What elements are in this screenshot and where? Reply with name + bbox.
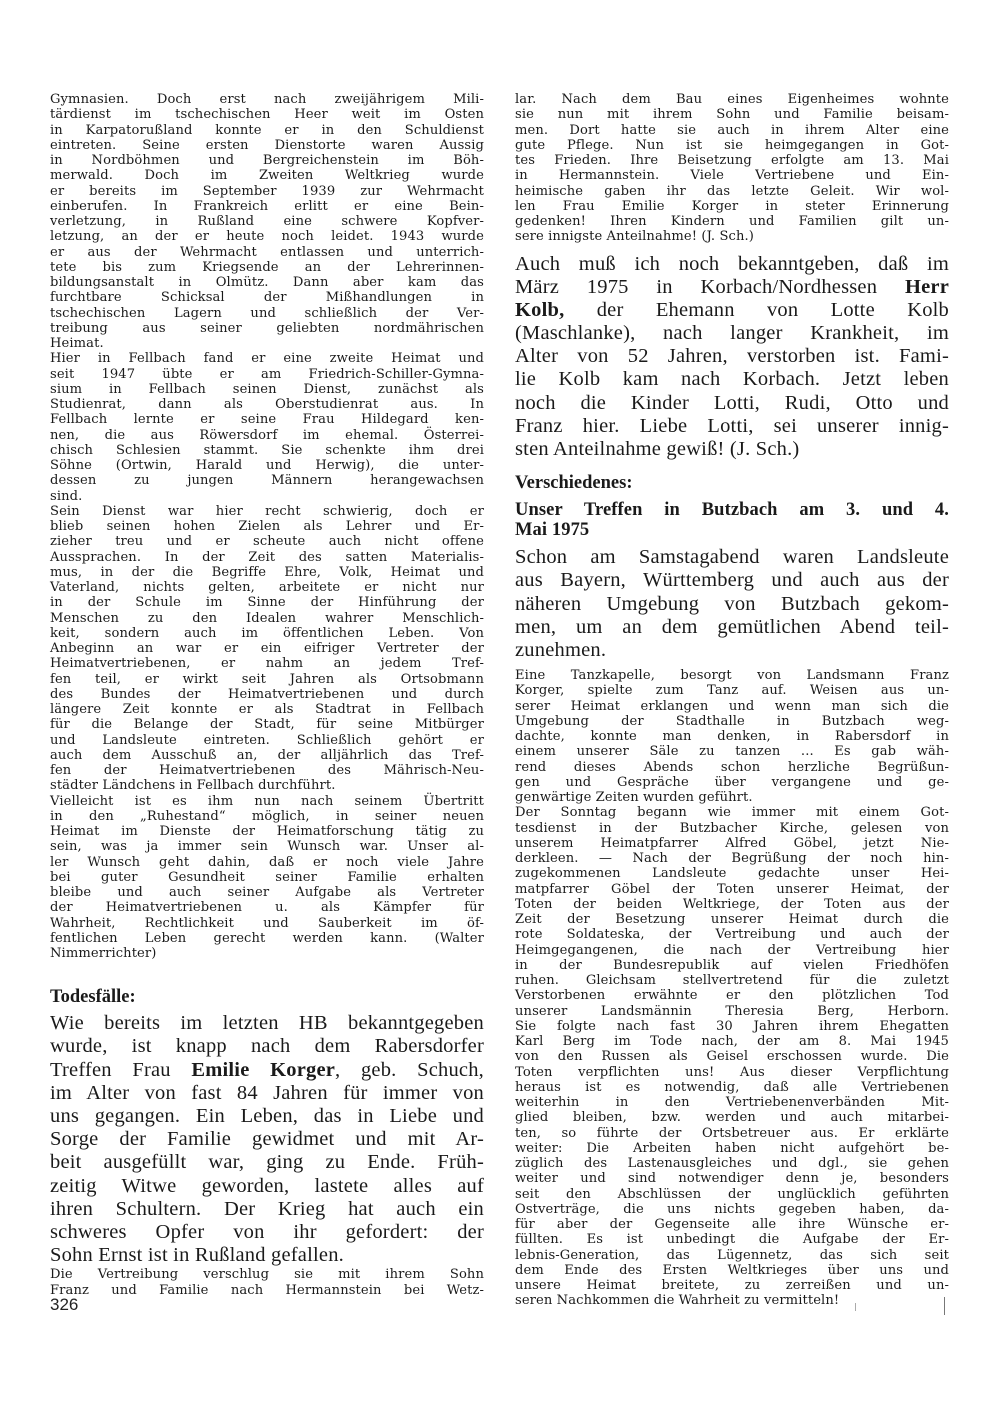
section-heading-miscellaneous: Verschiedenes: (515, 473, 633, 494)
text-line: len Frau Emilie Korger in steter Erinnerung (515, 198, 949, 214)
text-line: Verstorbenen erwähnte er den plötzlichen Tod (515, 988, 949, 1004)
text-line: derkleen. — Nach der Begrüßung der noch hin- (515, 851, 949, 867)
text-line: städter Ländchens in Fellbach durchführt. (50, 778, 336, 794)
text-line: sium in Fellbach seinen Dienst, zunächst als (50, 381, 484, 397)
biography-article (50, 92, 484, 961)
text-line: Mai 1975 (515, 520, 590, 541)
text-line: Nimmerrichter) (50, 946, 157, 961)
text-line: fen der Heimatvertriebenen des Mährisch-Neu- (50, 763, 484, 778)
text-line: Gymnasien. Doch erst nach zweijährigem Mili- (50, 92, 484, 107)
meeting-report-text (515, 668, 949, 1309)
text-line: bei guter Gesundheit seiner Familie erhalten (50, 869, 484, 885)
text-line: Ostverträge, die uns nichts gegeben haben, da- (515, 1201, 949, 1217)
text-line: dessen zu jungen Männern herangewachsen (50, 473, 484, 489)
text-line: in Nordböhmen und Bergreichenstein im Böh- (50, 153, 484, 168)
text-line: näheren Umgebung von Butzbach gekom- (515, 592, 949, 615)
text-line: Sohn Ernst ist in Rußland gefallen. (50, 1244, 344, 1267)
text-line: rote Soldateska, der Vertreibung und auch der (515, 927, 949, 943)
text-line: seit 1947 übte er am Friedrich-Schiller-Gymna- (50, 366, 484, 382)
text-line: tete bis zum Kriegsende an der Lehrerinnen- (50, 259, 484, 275)
text-line: Unser Treffen in Butzbach am 3. und 4. (515, 500, 949, 521)
meeting-intro-large-text (515, 546, 949, 662)
text-line: uns gegangen. Ein Leben, das in Liebe und (50, 1105, 484, 1127)
text-line: Alter von 52 Jahren, verstorben ist. Fami- (515, 345, 949, 368)
text-line: zieher treu und er scheute auch nicht offene (50, 534, 484, 550)
text-line: in Hermannstein. Viele Vertriebene und Ein- (515, 168, 949, 184)
text-line: Hier in Fellbach fand er eine zweite Heimat und (50, 351, 484, 367)
text-line: gute Pflege. Nun ist sie heimgegangen in Got- (515, 137, 949, 153)
text-line: März 1975 in Korbach/Nordhessen Herr (515, 275, 949, 298)
text-line: Wie bereits im letzten HB bekanntgegeben (50, 1012, 484, 1035)
text-line: eintreten. Seine ersten Dienstorte waren Aussig (50, 137, 484, 153)
text-line: lar. Nach dem Bau eines Eigenheimes wohnte (515, 92, 949, 107)
text-line: züglich des Lastenausgleiches und dgl., sie gehen (515, 1156, 949, 1172)
text-line: Toten der beiden Weltkriege, der Toten aus der (515, 896, 949, 912)
text-line: seren Nachkommen die Wahrheit zu vermitteln! (515, 1293, 840, 1309)
text-line: aus Bayern, Württemberg und auch aus der (515, 569, 949, 592)
text-line: tärdienst im tschechischen Heer weit im Osten (50, 107, 484, 123)
text-line: zugekommenen Landsleute gedachte unser Hei- (515, 866, 949, 882)
text-line: beit ausgefüllt war, ging zu Ende. Früh- (50, 1151, 484, 1174)
text-line: Auch muß ich noch bekanntgeben, daß im (515, 252, 949, 275)
text-line: unsere Heimat breitete, zu zerreißen und un- (515, 1278, 949, 1294)
text-line: ten, so führte der Ortsbetreuer aus. Er erklärte (515, 1125, 949, 1141)
text-line: fen teil, er wirkt seit Jahren als Ortsobmann (50, 671, 484, 687)
text-line: sie nun mit ihrem Sohn und Familie beisam- (515, 107, 949, 123)
text-line: noch die Kinder Lotti, Rudi, Otto und (515, 391, 949, 414)
text-line: serer Heimat erklangen und wenn man sich die (515, 698, 949, 714)
text-line: auch dem Ausschuß an, der alljährlich das Tref- (50, 747, 484, 763)
text-line: einem unserer Säle zu tanzen ... Es gab wäh- (515, 744, 949, 760)
text-line: tesdienst in der Butzbacher Kirche, gelesen von (515, 820, 949, 836)
text-line: Franz und Familie nach Hermannstein bei Wetz- (50, 1282, 484, 1298)
text-line: men. Dort hatte sie auch in ihrem Alter eine (515, 122, 949, 138)
text-line: in Karpatorußland konnte er in den Schuldienst (50, 122, 484, 138)
text-line: sind. (50, 488, 83, 504)
text-line: Fellbach lernte er seine Frau Hildegard ken- (50, 412, 484, 428)
text-line: weiter und sind notwendiger denn je, besonders (515, 1171, 949, 1187)
text-line: Sie folgte nach fast 30 Jahren ihrem Ehegatten (515, 1018, 949, 1034)
text-line: letzung, an der er heute noch leidet. 1943 wurde (50, 229, 484, 245)
text-line: Karl Berg im Tode nach, der am 8. Mai 1945 (515, 1034, 949, 1050)
section-heading-deaths: Todesfälle: (50, 987, 136, 1008)
text-line: tschechischen Lagern und schließlich der Ver- (50, 305, 484, 321)
text-line: unserer Landsmännin Theresia Berg, Herborn. (515, 1003, 949, 1019)
text-line: treibung aus seiner geliebten nordmährischen (50, 320, 484, 336)
text-line: dachte, konnte man denken, in Rabersdorf in (515, 729, 949, 745)
text-line: men, um an dem gemütlichen Abend teil- (515, 615, 949, 638)
text-line: ruhen. Gleichsam stellvertretend für die zuletzt (515, 973, 949, 989)
text-line: er bereits im September 1939 zur Wehrmacht (50, 183, 484, 199)
text-line: der Heimatvertriebenen u. als Kämpfer für (50, 900, 484, 916)
scan-artifact-mark (944, 1297, 945, 1315)
text-line: Der Sonntag begann wie immer mit einem Got- (515, 805, 949, 821)
left-column (50, 92, 484, 1298)
scan-artifact-mark (855, 1303, 856, 1311)
text-line: sein, was ja immer sein Wunsch war. Unser al- (50, 839, 484, 855)
text-line: Toten verpflichten uns! Aus dieser Verpflichtung (515, 1064, 949, 1080)
obituary-korger-continued (515, 92, 949, 245)
text-line: im Alter von fast 84 Jahren für immer von (50, 1081, 484, 1104)
text-line: in den „Ruhestand“ möglich, in seiner neuen (50, 808, 484, 824)
text-line: Anbeginn an war er ein eifriger Vertreter der (50, 641, 484, 656)
text-line: Wahrheit, Rechtlichkeit und Sauberkeit im öf- (50, 915, 484, 931)
text-line: füllten. Es ist unbedingt die Aufgabe der Er- (515, 1232, 949, 1248)
text-line: Heimgegangenen, die nach der Vertreibung hier (515, 942, 949, 958)
text-line: verletzung, in Rußland eine schwere Kopfver- (50, 214, 484, 229)
text-line: von den Russen als Geisel erschossen wurde. Die (515, 1049, 949, 1065)
text-line: gedenken! Ihren Kindern und Familien gilt un- (515, 214, 949, 229)
text-line: nen, die aus Röwersdorf im ehemal. Österrei- (50, 427, 484, 443)
text-line: Treffen Frau Emilie Korger, geb. Schuch, (50, 1058, 484, 1081)
text-line: furchtbare Schicksal der Mißhandlungen in (50, 290, 484, 306)
text-line: unserem Heimatpfarrer Alfred Göbel, jetzt Nie- (515, 835, 949, 851)
text-line: lie Kolb kam nach Korbach. Jetzt leben (515, 368, 949, 391)
text-line: und Landsleute eintreten. Schließlich gehört er (50, 732, 484, 748)
text-line: Sein Dienst war hier recht schwierig, doch er (50, 503, 484, 519)
text-line: seit den Abschlüssen der unglücklich geführten (515, 1186, 949, 1202)
text-line: Heimatvertriebenen, er nahm an jedem Tref- (50, 656, 484, 672)
text-line: Die Vertreibung verschlug sie mit ihrem Sohn (50, 1267, 484, 1283)
text-line: dem Ende des Ersten Weltkrieges über uns und (515, 1262, 949, 1278)
text-line: Eine Tanzkapelle, besorgt von Landsmann Franz (515, 668, 949, 684)
text-line: keit, sondern auch im öffentlichen Leben. Von (50, 625, 484, 641)
text-line: bleibe und auch seiner Aufgabe als Vertreter (50, 885, 484, 900)
obituary-kolb (515, 253, 949, 462)
text-line: Aussprachen. In der Zeit des satten Materialis- (50, 549, 484, 565)
right-column (515, 92, 949, 1309)
text-line: mus, in der die Begriffe Ehre, Volk, Heimat und (50, 564, 484, 580)
text-line: Menschen zu den Idealen wahrer Menschlich- (50, 610, 484, 626)
text-line: Sorge der Familie gewidmet und mit Ar- (50, 1128, 484, 1151)
text-line: zunehmen. (515, 638, 607, 661)
text-line: Korger, spielte zum Tanz auf. Weisen aus un- (515, 683, 949, 699)
text-line: merwald. Doch im Zweiten Weltkrieg wurde (50, 168, 484, 184)
text-line: Vielleicht ist es ihm nun nach seinem Übertritt (50, 793, 484, 809)
text-line: er aus der Wehrmacht entlassen und unterrich- (50, 244, 484, 260)
text-line: rend dieses Abends schon herzliche Begrüßun- (515, 759, 949, 775)
text-line: fentlichen Leben gerecht werden kann. (Walter (50, 930, 484, 946)
text-line: sere innigste Anteilnahme! (J. Sch.) (515, 229, 754, 245)
text-line: für die Belange der Stadt, für seine Mitbürger (50, 717, 484, 733)
text-line: Studienrat, dann als Oberstudienrat aus. In (50, 397, 484, 412)
text-line: lebnis-Generation, das Lügennetz, das sich seit (515, 1247, 949, 1263)
text-line: wurde, ist knapp nach dem Rabersdorfer (50, 1035, 484, 1058)
text-line: sten Anteilnahme gewiß! (J. Sch.) (515, 438, 800, 460)
text-line: Franz hier. Liebe Lotti, sei unserer innig- (515, 414, 949, 437)
text-line: Umgebung der Stadthalle in Butzbach weg- (515, 713, 949, 729)
text-line: ler Wunsch geht dahin, daß er noch viele Jahre (50, 854, 484, 870)
text-line: des Bundes der Heimatvertriebenen und durch (50, 686, 484, 702)
page-number: 326 (50, 1295, 79, 1314)
text-line: chisch Schlesien stammt. Sie schenkte ihm drei (50, 442, 484, 458)
text-line: heimische gaben ihr das letzte Geleit. Wir wol- (515, 183, 949, 199)
text-line: glied bleiben, bzw. werden und auch mitarbei- (515, 1110, 949, 1126)
text-line: ihren Schultern. Der Krieg hat auch ein (50, 1197, 484, 1220)
text-line: in der Schule im Sinne der Hinführung der (50, 595, 484, 611)
text-line: (Maschlanke), nach langer Krankheit, im (515, 322, 949, 345)
obituary-korger-large-text (50, 1012, 484, 1267)
text-line: längere Zeit konnte er als Stadtrat in Fellbach (50, 702, 484, 717)
text-line: heraus ist es notwendig, daß alle Vertriebenen (515, 1079, 949, 1095)
text-line: für aber der Gegenseite alle ihre Wünsche er- (515, 1217, 949, 1233)
text-line: tes Frieden. Ihre Beisetzung erfolgte am 13. Mai (515, 153, 949, 168)
text-line: Schon am Samstagabend waren Landsleute (515, 546, 949, 569)
text-line: Heimat. (50, 336, 104, 351)
text-line: gen und Gespräche über vergangene und ge- (515, 774, 949, 790)
text-line: Zeit der Besetzung unserer Heimat durch die (515, 912, 949, 928)
text-line: Söhne (Ortwin, Harald und Herwig), die unter- (50, 458, 484, 473)
text-line: Vaterland, nichts gelten, arbeitete er nicht nur (50, 580, 484, 595)
text-line: in der Bundesrepublik auf vielen Friedhöfen (515, 957, 949, 973)
text-line: einberufen. In Frankreich erlitt er eine Bein- (50, 198, 484, 214)
text-line: Heimat im Dienste der Heimatforschung tätig zu (50, 824, 484, 839)
obituary-korger-small-text (50, 1267, 484, 1298)
text-line: Kolb, der Ehemann von Lotte Kolb (515, 298, 949, 321)
text-line: weiter: Die Arbeiten haben nicht aufgehört be- (515, 1140, 949, 1156)
text-line: blieb seinen hohen Zielen als Lehrer und Er- (50, 519, 484, 534)
article-heading-butzbach-meeting (515, 500, 949, 540)
text-line: schweres Opfer von ihr gefordert: der (50, 1220, 484, 1243)
text-line: bildungsanstalt in Olmütz. Dann aber kam das (50, 275, 484, 290)
text-line: weiterhin in den Vertriebenenverbänden Mit- (515, 1095, 949, 1111)
text-line: matpfarrer Göbel der Toten unserer Heimat, der (515, 881, 949, 897)
text-line: zeitig Witwe geworden, lastete alles auf (50, 1174, 484, 1197)
text-line: genwärtige Zeiten wurden geführt. (515, 790, 753, 806)
